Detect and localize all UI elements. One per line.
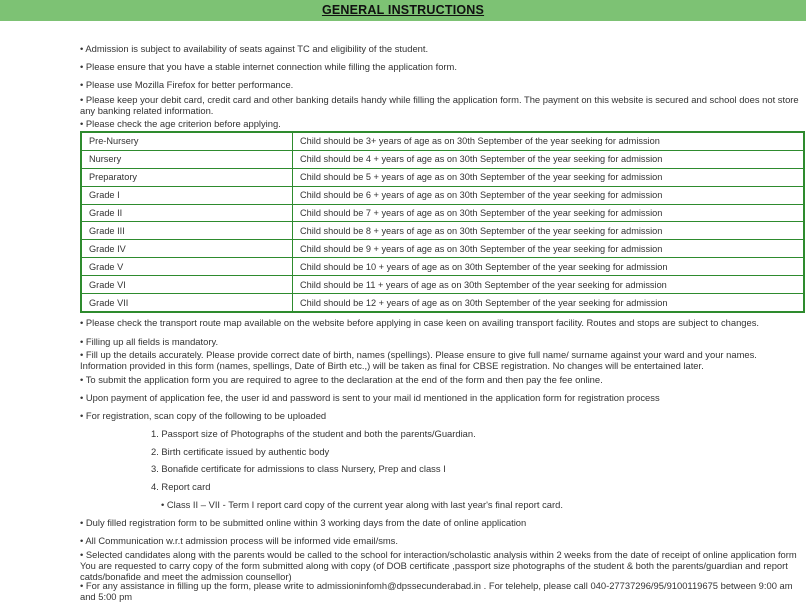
table-row — [81, 276, 804, 294]
table-row — [81, 186, 804, 204]
instruction-banking: • Please keep your debit card, credit card and other banking details handy while filling the application form. The payment on this website is secured and school does not store any banking related information. — [80, 94, 799, 116]
doc-report-card: 4. Report card — [151, 481, 211, 492]
age-criterion-table — [80, 131, 805, 313]
rule-cell: Child should be 9 + years of age as on 30th September of the year seeking for admission — [293, 240, 805, 258]
rule-cell: Child should be 7 + years of age as on 30th September of the year seeking for admission — [293, 204, 805, 222]
instruction-age: • Please check the age criterion before applying. — [80, 118, 281, 129]
instruction-internet: • Please ensure that you have a stable internet connection while filling the application form. — [80, 61, 457, 72]
doc-bonafide: 3. Bonafide certificate for admissions to class Nursery, Prep and class I — [151, 463, 446, 474]
rule-cell: Child should be 10 + years of age as on 30th September of the year seeking for admission — [293, 258, 805, 276]
instruction-selected: • Selected candidates along with the parents would be called to the school for interaction/scholastic analysis within 2 weeks from the date of receipt of online application form You are requested to carry copy of the form submitted along with copy (of DOB certificate ,passport size photographs of the student & both the parents/guardian and report catds/bonafide and meet the admission counsellor) — [80, 549, 797, 582]
instruction-transport: • Please check the transport route map available on the website before applying in case keen on availing transport facility. Routes and stops are subject to changes. — [80, 317, 760, 328]
grade-cell: Grade V — [81, 258, 293, 276]
grade-cell: Preparatory — [81, 168, 293, 186]
doc-birth-certificate: 2. Birth certificate issued by authentic body — [151, 446, 330, 457]
instruction-duly-filled: • Duly filled registration form to be submitted online within 3 working days from the date of online application — [80, 517, 527, 528]
table-row — [81, 150, 804, 168]
instruction-assistance: • For any assistance in filling up the form, please write to admissioninfomh@dpssecunderabad.in . For telehelp, please call 040-27737296/95/9100119675 between 9:00 am and 5:00 pm — [80, 580, 793, 602]
grade-cell: Grade VII — [81, 294, 293, 312]
grade-cell: Pre-Nursery — [81, 132, 293, 150]
rule-cell: Child should be 12 + years of age as on 30th September of the year seeking for admission — [293, 294, 805, 312]
instruction-payment: • Upon payment of application fee, the user id and password is sent to your mail id mentioned in the application form for registration process — [80, 392, 660, 403]
doc-photographs: 1. Passport size of Photographs of the student and both the parents/Guardian. — [151, 428, 476, 439]
rule-cell: Child should be 3+ years of age as on 30th September of the year seeking for admission — [293, 132, 805, 150]
doc-report-card-detail: • Class II – VII - Term I report card copy of the current year along with last year's final report card. — [161, 499, 563, 510]
rule-cell: Child should be 11 + years of age as on 30th September of the year seeking for admission — [293, 276, 805, 294]
table-row — [81, 258, 804, 276]
table-row — [81, 204, 804, 222]
grade-cell: Grade III — [81, 222, 293, 240]
grade-cell: Grade I — [81, 186, 293, 204]
instruction-seats: • Admission is subject to availability of seats against TC and eligibility of the student. — [80, 43, 429, 54]
instruction-communication: • All Communication w.r.t admission process will be informed vide email/sms. — [80, 535, 398, 546]
grade-cell: Grade II — [81, 204, 293, 222]
rule-cell: Child should be 6 + years of age as on 30th September of the year seeking for admission — [293, 186, 805, 204]
instruction-mandatory: • Filling up all fields is mandatory. — [80, 336, 219, 347]
table-row — [81, 168, 804, 186]
rule-cell: Child should be 8 + years of age as on 30th September of the year seeking for admission — [293, 222, 805, 240]
table-row — [81, 240, 804, 258]
grade-cell: Nursery — [81, 150, 293, 168]
instruction-browser: • Please use Mozilla Firefox for better performance. — [80, 79, 294, 90]
page-title: GENERAL INSTRUCTIONS — [321, 3, 485, 17]
table-row — [81, 294, 804, 312]
instruction-declaration: • To submit the application form you are required to agree to the declaration at the end of the form and then pay the fee online. — [80, 374, 603, 385]
rule-cell: Child should be 4 + years of age as on 30th September of the year seeking for admission — [293, 150, 805, 168]
rule-cell: Child should be 5 + years of age as on 30th September of the year seeking for admission — [293, 168, 805, 186]
instruction-registration: • For registration, scan copy of the following to be uploaded — [80, 410, 327, 421]
table-row — [81, 132, 804, 150]
instruction-details: • Fill up the details accurately. Please provide correct date of birth, names (spellings). Please ensure to give full name/ surname against your ward and your names. Information provided in this form (names, spellings, Date of Birth etc.,) will be taken as final for CBSE registration. No changes will be entertained later. — [80, 349, 757, 371]
table-row — [81, 222, 804, 240]
grade-cell: Grade IV — [81, 240, 293, 258]
instructions-header — [0, 0, 806, 21]
grade-cell: Grade VI — [81, 276, 293, 294]
